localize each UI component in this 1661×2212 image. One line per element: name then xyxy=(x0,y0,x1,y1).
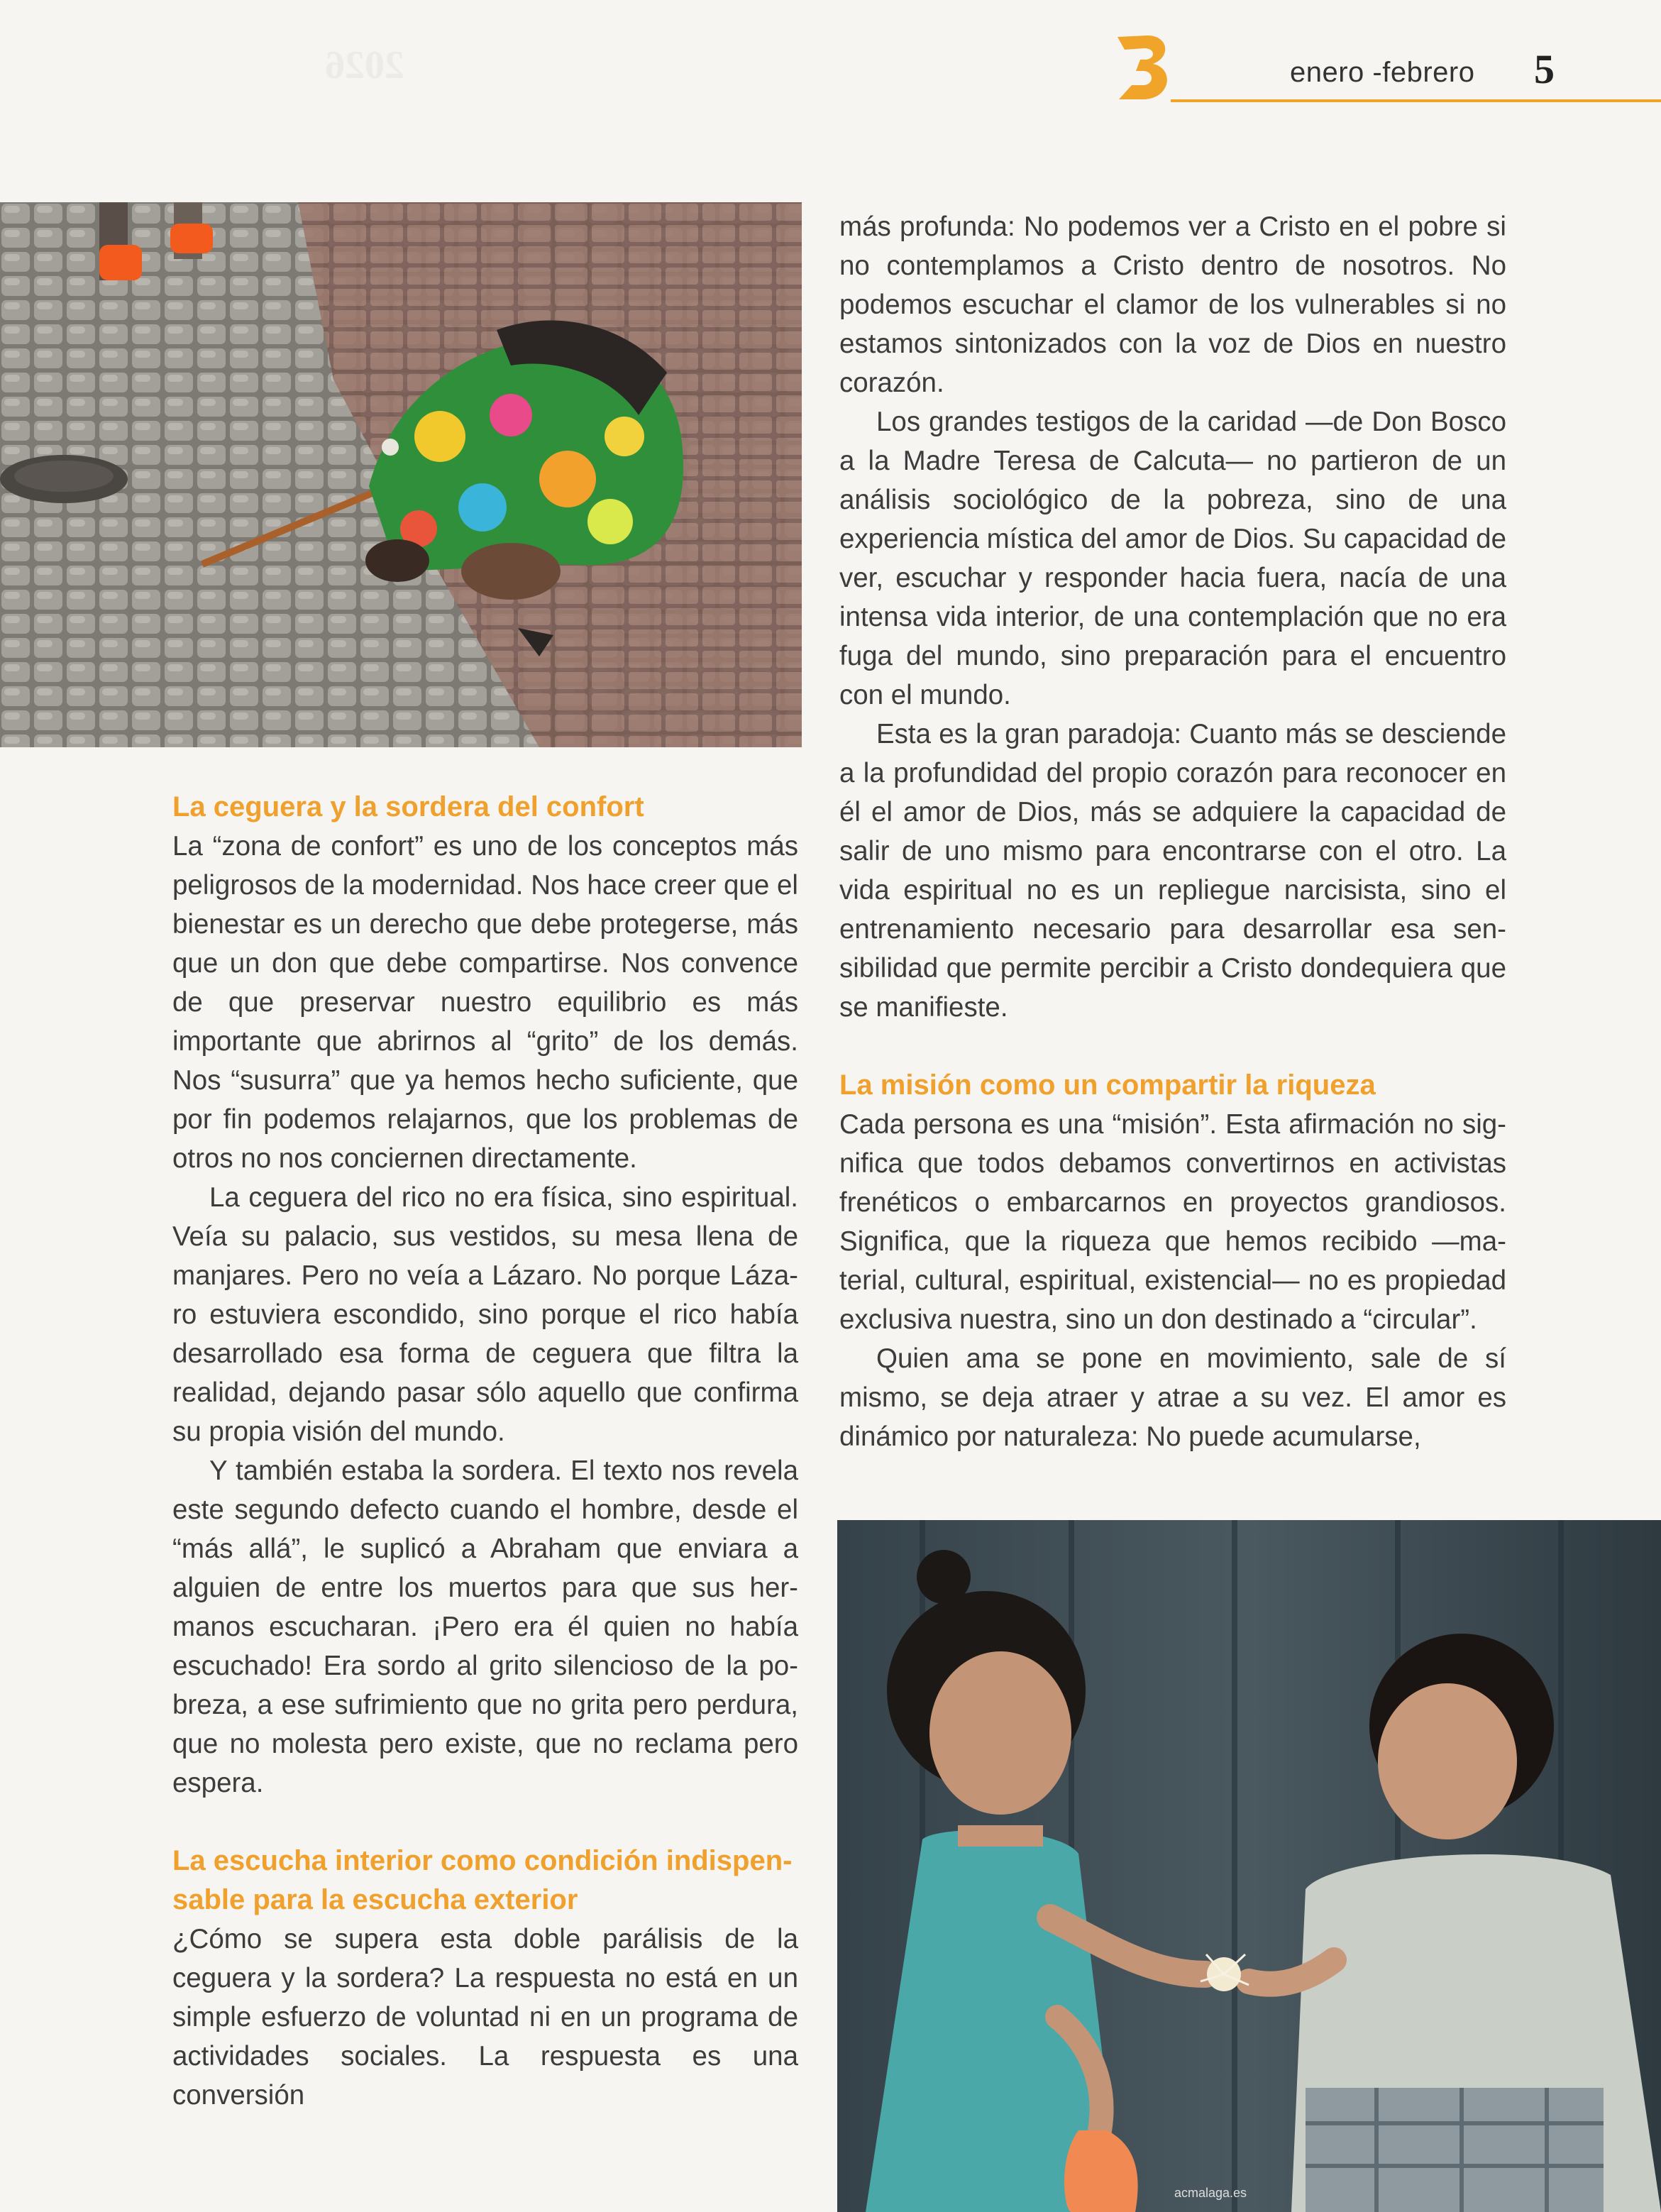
issue-months: enero -febrero xyxy=(1290,57,1475,88)
header-rule xyxy=(1171,99,1661,102)
right-column xyxy=(839,207,1506,1456)
bleed-through-text: 2026 xyxy=(325,43,404,87)
paragraph: ¿Cómo se supera esta doble parálisis de la ceguera y la sordera? La respuesta no está en un simple esfuerzo de voluntad ni en un programa de actividades sociales. La respuesta es una conversión xyxy=(172,1924,798,2111)
paragraph: Esta es la gran paradoja: Cuanto más se desciende a la profundidad del propio corazón para reconocer en él el amor de Dios, más se adquiere la capacidad de salir de uno mismo para encontrarse con el otro. La vida espiritual no es un repliegue narcisista, sino el entrenamiento necesario para desarrollar esa sensibilidad que permite percibir a Cristo dondequiera que se manifieste. xyxy=(839,719,1506,1023)
paragraph: Quien ama se pone en movimiento, sale de sí mismo, se deja atraer y atrae a su vez. El amor es dinámico por naturaleza: No puede acumularse, xyxy=(839,1343,1506,1452)
page-number: 5 xyxy=(1534,46,1555,92)
section-heading-mission: La misión como un compartir la riqueza xyxy=(839,1069,1376,1101)
paragraph: Los grandes testigos de la caridad —de Don Bosco a la Madre Teresa de Calcuta— no partieron de un análisis sociológico de la pobreza, sino de una experiencia mística del amor de Dios. Su capacidad de ver, escuchar y responder hacia fuera, nacía de una intensa vida interior, de una contemplación que no era fuga del mundo, sino preparación para el encuentro con el mundo. xyxy=(839,407,1506,710)
left-column xyxy=(172,788,798,2115)
paragraph: Y también estaba la sordera. El texto nos revela este segundo defecto cuando el hombre, desde el “más allá”, le suplicó a Abraham que enviara a alguien de entre los muertos para que sus hermanos escucharan. ¡Pero era él quien no había escuchado! Era sordo al grito silencioso de la pobreza, a ese sufrimiento que no grita pero perdura, que no molesta pero existe, que no reclama pero espera. xyxy=(172,1456,798,1798)
photo-credit: acmalaga.es xyxy=(1174,2186,1247,2200)
children-photo xyxy=(837,1520,1661,2212)
b-logo-icon xyxy=(1103,28,1181,106)
section-heading-listening: La escucha interior como condición indispensable para la escucha exterior xyxy=(172,1845,793,1915)
paragraph: La “zona de confort” es uno de los conceptos más peligrosos de la modernidad. Nos hace creer que el bienestar es un derecho que debe protegerse, más que un don que debe compartirse. Nos convence de que preservar nuestro equilibrio es más importante que abrirnos al “grito” de los demás. Nos “susurra” que ya hemos hecho suficiente, que por fin podemos relajarnos, que los problemas de otros no nos conciernen directamente. xyxy=(172,831,798,1174)
section-heading-blindness: La ceguera y la sordera del confort xyxy=(172,791,644,822)
paragraph: La ceguera del rico no era física, sino espiritual. Veía su palacio, sus vestidos, su mesa llena de manjares. Pero no veía a Lázaro. No porque Lázaro estuviera escondido, sino porque el rico había desarrollado esa forma de ceguera que filtra la realidad, dejando pasar sólo aquello que confirma su propia visión del mundo. xyxy=(172,1182,798,1447)
paragraph: Cada persona es una “misión”. Esta afirmación no significa que todos debamos convertirnos en activistas frenéticos o embarcarnos en proyectos grandiosos. Significa, que la riqueza que hemos recibido —material, cultural, espiritual, existencial— no es propiedad exclusiva nuestra, sino un don destinado a “circular”. xyxy=(839,1109,1506,1335)
paragraph: más profunda: No podemos ver a Cristo en el pobre si no contemplamos a Cristo dentro de nosotros. No podemos escuchar el clamor de los vulnerables si no estamos sintonizados con la voz de Dios en nuestro corazón. xyxy=(839,211,1506,398)
beggar-photo xyxy=(0,202,802,747)
